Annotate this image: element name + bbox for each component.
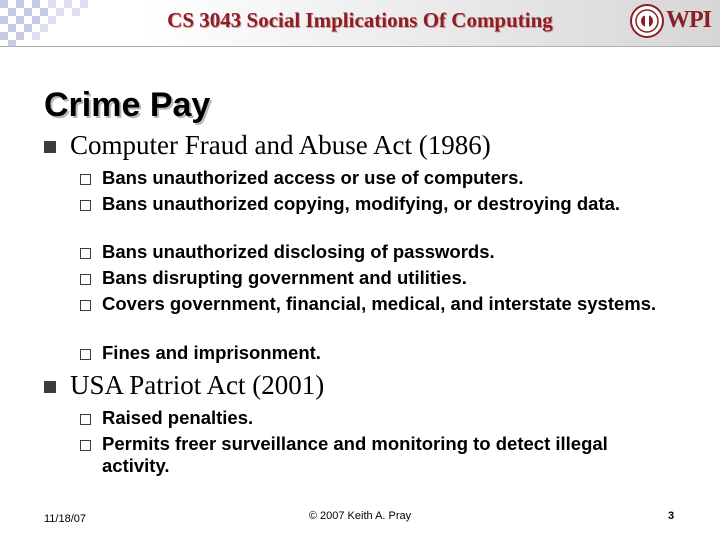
hollow-square-bullet-icon bbox=[80, 414, 91, 425]
list-item bbox=[80, 193, 680, 215]
list-item-text: Raised penalties. bbox=[102, 407, 254, 428]
hollow-square-bullet-icon bbox=[80, 200, 91, 211]
section-label: Computer Fraud and Abuse Act (1986) bbox=[70, 130, 491, 160]
page-number: 3 bbox=[668, 510, 675, 522]
list-item-text: Bans unauthorized access or use of computers. bbox=[102, 167, 524, 188]
square-bullet-icon bbox=[44, 381, 56, 393]
hollow-square-bullet-icon bbox=[80, 440, 91, 451]
wpi-logo-text: WPI bbox=[666, 7, 711, 33]
hollow-square-bullet-icon bbox=[80, 248, 91, 259]
hollow-square-bullet-icon bbox=[80, 349, 91, 360]
list-item bbox=[80, 293, 680, 315]
list-item bbox=[80, 241, 680, 263]
footer-copyright: © 2007 Keith A. Pray bbox=[308, 510, 412, 522]
list-item-text: Bans unauthorized disclosing of passwords. bbox=[102, 241, 495, 262]
list-item bbox=[80, 433, 680, 477]
section-label: USA Patriot Act (2001) bbox=[70, 370, 325, 400]
list-item-text: Covers government, financial, medical, and interstate systems. bbox=[102, 293, 657, 314]
list-item-text: Bans unauthorized copying, modifying, or destroying data. bbox=[102, 193, 621, 214]
list-item bbox=[80, 407, 680, 429]
hollow-square-bullet-icon bbox=[80, 174, 91, 185]
slide-title: Crime Pay bbox=[44, 86, 211, 124]
list-item bbox=[80, 342, 680, 364]
list-item-text: Bans disrupting government and utilities. bbox=[102, 267, 467, 288]
header-divider bbox=[0, 46, 720, 47]
footer-date: 11/18/07 bbox=[44, 513, 87, 525]
header-band bbox=[0, 0, 720, 46]
list-item-text: Permits freer surveillance and monitoring to detect illegal activity. bbox=[102, 433, 608, 476]
wpi-seal-icon bbox=[630, 4, 664, 38]
hollow-square-bullet-icon bbox=[80, 300, 91, 311]
list-item bbox=[80, 167, 680, 189]
list-item-text: Fines and imprisonment. bbox=[102, 342, 321, 363]
wpi-logo bbox=[630, 4, 716, 38]
course-title: CS 3043 Social Implications Of Computing bbox=[167, 8, 553, 32]
list-item bbox=[80, 267, 680, 289]
hollow-square-bullet-icon bbox=[80, 274, 91, 285]
square-bullet-icon bbox=[44, 141, 56, 153]
